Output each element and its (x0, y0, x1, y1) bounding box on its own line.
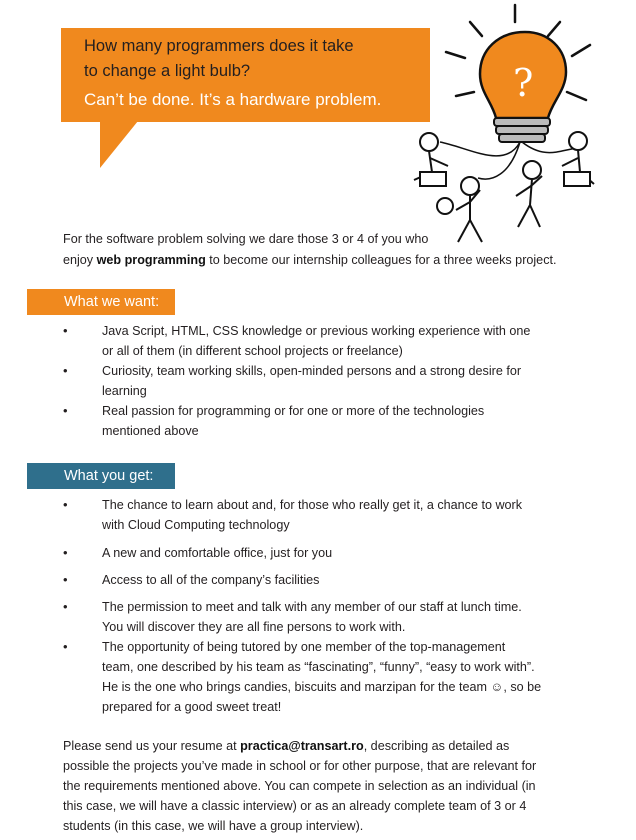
contact-email-link[interactable]: practica@transart.ro (240, 739, 364, 753)
closing-line1-prefix: Please send us your resume at (63, 739, 241, 753)
intro-highlight: web programming (96, 253, 206, 267)
joke-question-line2: to change a light bulb? (84, 62, 251, 80)
get-item-1-line2: with Cloud Computing technology (102, 518, 290, 532)
bullet-icon: • (63, 403, 68, 418)
get-item-5-line2: team, one described by his team as “fascinating”, “funny”, “easy to work with”. (102, 660, 535, 674)
connecting-cords (440, 142, 578, 179)
want-item-1-line1: Java Script, HTML, CSS knowledge or previous working experience with one (102, 324, 531, 338)
get-item-4-line2: You will discover they are all fine persons to work with. (102, 620, 406, 634)
get-item-3-line1: Access to all of the company’s facilities (102, 573, 320, 587)
bullet-icon: • (63, 363, 68, 378)
closing-line2: possible the projects you’ve made in school or for other purpose, that are relevant for (63, 759, 537, 773)
intro-line1: For the software problem solving we dare those 3 or 4 of you who (63, 232, 429, 246)
figure-standing-right (516, 161, 542, 227)
get-item-2-line1: A new and comfortable office, just for you (102, 546, 333, 560)
figure-sitting-right (562, 132, 594, 186)
want-item-3-line1: Real passion for programming or for one or more of the technologies (102, 404, 485, 418)
bullet-icon: • (63, 545, 68, 560)
bulb-question-mark: ? (513, 61, 534, 105)
get-item-4-line1: The permission to meet and talk with any member of our staff at lunch time. (102, 600, 522, 614)
get-item-5-line1: The opportunity of being tutored by one member of the top-management (102, 640, 506, 654)
bullet-icon: • (63, 572, 68, 587)
closing-line1-suffix: , describing as detailed as (363, 739, 510, 753)
get-item-5-line3: He is the one who brings candies, biscuits and marzipan for the team ☺, so be (102, 680, 542, 694)
joke-answer: Can’t be done. It’s a hardware problem. (84, 90, 382, 109)
lightbulb-illustration (400, 0, 636, 250)
want-item-2-line2: learning (102, 384, 147, 398)
closing-line4: this case, we will have a classic interview) or as an already complete team of 3 or 4 (63, 799, 527, 813)
bullet-icon: • (63, 323, 68, 338)
closing-line3: the requirements mentioned above. You can compete in selection as an individual (in (63, 779, 536, 793)
want-item-3-line2: mentioned above (102, 424, 199, 438)
section-header-what-you-get: What you get: (27, 463, 175, 489)
joke-question-line1: How many programmers does it take (84, 37, 354, 55)
bullet-icon: • (63, 639, 68, 654)
bullet-icon: • (63, 497, 68, 512)
intro-line2-prefix: enjoy (63, 253, 97, 267)
want-item-2-line1: Curiosity, team working skills, open-minded persons and a strong desire for (102, 364, 522, 378)
bullet-icon: • (63, 599, 68, 614)
section-header-what-we-want: What we want: (27, 289, 175, 315)
get-item-5-line4: prepared for a good sweet treat! (102, 700, 282, 714)
closing-line1 (63, 736, 583, 757)
want-item-1-line2: or all of them (in different school projects or freelance) (102, 344, 403, 358)
intro-line2 (63, 250, 583, 271)
joke-bubble-tail (100, 121, 138, 168)
intro-line2-suffix: to become our internship colleagues for a three weeks project. (205, 253, 557, 267)
bulb-base (494, 118, 550, 142)
closing-line5: students (in this case, we will have a group interview). (63, 819, 364, 833)
get-item-1-line1: The chance to learn about and, for those who really get it, a chance to work (102, 498, 523, 512)
figure-sitting-left (414, 133, 448, 186)
